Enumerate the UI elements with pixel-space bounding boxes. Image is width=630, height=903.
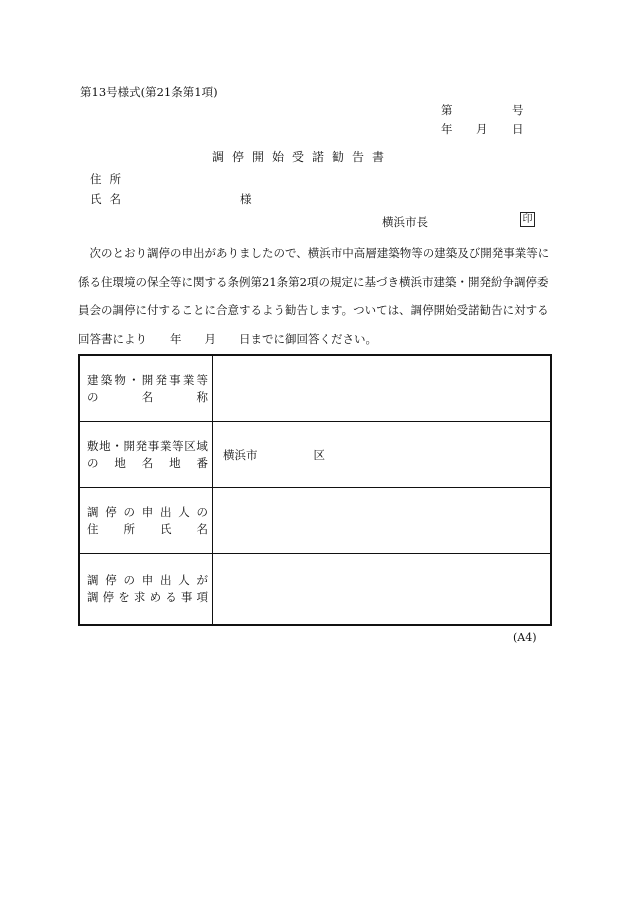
label-char: 等: [172, 438, 184, 453]
label-char: 名: [141, 455, 154, 470]
label-char: 人: [178, 573, 190, 587]
label-char: 等: [196, 372, 208, 387]
document-number-label: 第: [441, 103, 453, 117]
row-label: [80, 422, 213, 487]
label-char: 事: [180, 590, 193, 604]
date-month-label: 月: [476, 122, 488, 136]
paper-size-note: (A4): [513, 631, 537, 644]
label-char: 建: [87, 372, 99, 387]
label-line-1: [87, 504, 208, 521]
form-number: 第13号様式(第21条第1項): [80, 85, 218, 99]
table-row: [80, 554, 550, 624]
body-paragraph: 次のとおり調停の申出がありましたので、横浜市中高層建築物等の建築及び開発事業等に係る住環境の保全等に関する条例第21条第2項の規定に基づき横浜市建築・開発紛争調停委員会の調停に付することに合意するよう勧告します。ついては、調停開始受諾勧告に対する回答書により 年 月 日までに御回答ください。: [78, 246, 550, 346]
label-char: の: [196, 504, 208, 519]
row-value[interactable]: [223, 422, 325, 487]
label-char: 項: [196, 590, 208, 604]
label-char: 開: [141, 372, 154, 387]
label-char: 調: [87, 504, 99, 519]
label-char: 地: [114, 455, 126, 470]
row-label: [80, 488, 213, 553]
label-char: 名: [141, 389, 154, 404]
label-char: 発: [135, 438, 148, 453]
seal-mark: 印: [520, 212, 535, 227]
label-char: 事: [169, 372, 181, 387]
label-char: 所: [123, 521, 135, 536]
label-line-2: [87, 589, 208, 606]
label-char: 出: [160, 573, 172, 587]
label-char: 称: [196, 389, 208, 404]
document-number-suffix: 号: [512, 103, 524, 117]
label-char: ・: [128, 372, 140, 387]
label-char: 業: [159, 438, 172, 453]
label-line-1: [87, 438, 208, 455]
label-char: 物: [114, 372, 126, 387]
label-char: る: [165, 590, 177, 604]
table-row: [80, 356, 550, 422]
date-year-label: 年: [441, 122, 453, 136]
table-row: [80, 422, 550, 488]
recipient-name-label: 氏名: [90, 192, 129, 206]
row-value[interactable]: [223, 356, 279, 421]
label-char: 築: [100, 372, 113, 387]
label-char: 出: [160, 504, 172, 519]
detail-table: [78, 354, 552, 626]
value-ward: 区: [313, 447, 325, 462]
label-char: 名: [196, 521, 208, 536]
label-char: ・: [111, 438, 123, 453]
label-line-1: [87, 372, 208, 389]
label-char: 調: [87, 590, 99, 604]
label-char: 番: [196, 455, 208, 470]
row-label: [80, 356, 213, 421]
label-line-2: [87, 455, 208, 472]
label-char: 求: [133, 590, 146, 604]
label-char: の: [123, 504, 135, 519]
label-char: 域: [196, 438, 208, 453]
label-char: の: [87, 389, 99, 404]
label-char: 区: [184, 438, 196, 453]
label-char: 人: [178, 504, 190, 519]
label-char: 調: [87, 573, 99, 587]
label-line-2: [87, 389, 208, 406]
label-char: 停: [105, 573, 117, 587]
value-city: 横浜市: [223, 447, 258, 462]
date-day-label: 日: [512, 122, 524, 136]
label-char: め: [149, 590, 162, 604]
document-title: 調停開始受諾勧告書: [212, 150, 393, 164]
label-char: 申: [141, 573, 154, 587]
label-char: 地: [169, 455, 181, 470]
table-row: [80, 488, 550, 554]
sender-title: 横浜市長: [382, 215, 428, 229]
label-char: 敷: [87, 438, 99, 453]
row-value[interactable]: [223, 488, 279, 553]
label-char: 申: [141, 504, 154, 519]
recipient-address-label: 住所: [90, 172, 129, 186]
label-char: 事: [147, 438, 160, 453]
label-line-2: [87, 521, 208, 538]
label-char: の: [87, 455, 99, 470]
label-char: を: [118, 590, 130, 604]
recipient-honorific: 様: [240, 192, 252, 206]
label-char: 開: [123, 438, 135, 453]
row-value[interactable]: [223, 554, 279, 624]
label-char: の: [123, 573, 135, 587]
label-line-1: [87, 572, 208, 589]
label-char: 住: [87, 521, 99, 536]
row-label: [80, 554, 213, 624]
label-char: 停: [105, 504, 117, 519]
label-char: 氏: [160, 521, 172, 536]
label-char: 業: [182, 372, 195, 387]
label-char: 停: [102, 590, 115, 604]
label-char: 地: [99, 438, 111, 453]
label-char: が: [196, 573, 208, 587]
label-char: 発: [155, 372, 167, 387]
